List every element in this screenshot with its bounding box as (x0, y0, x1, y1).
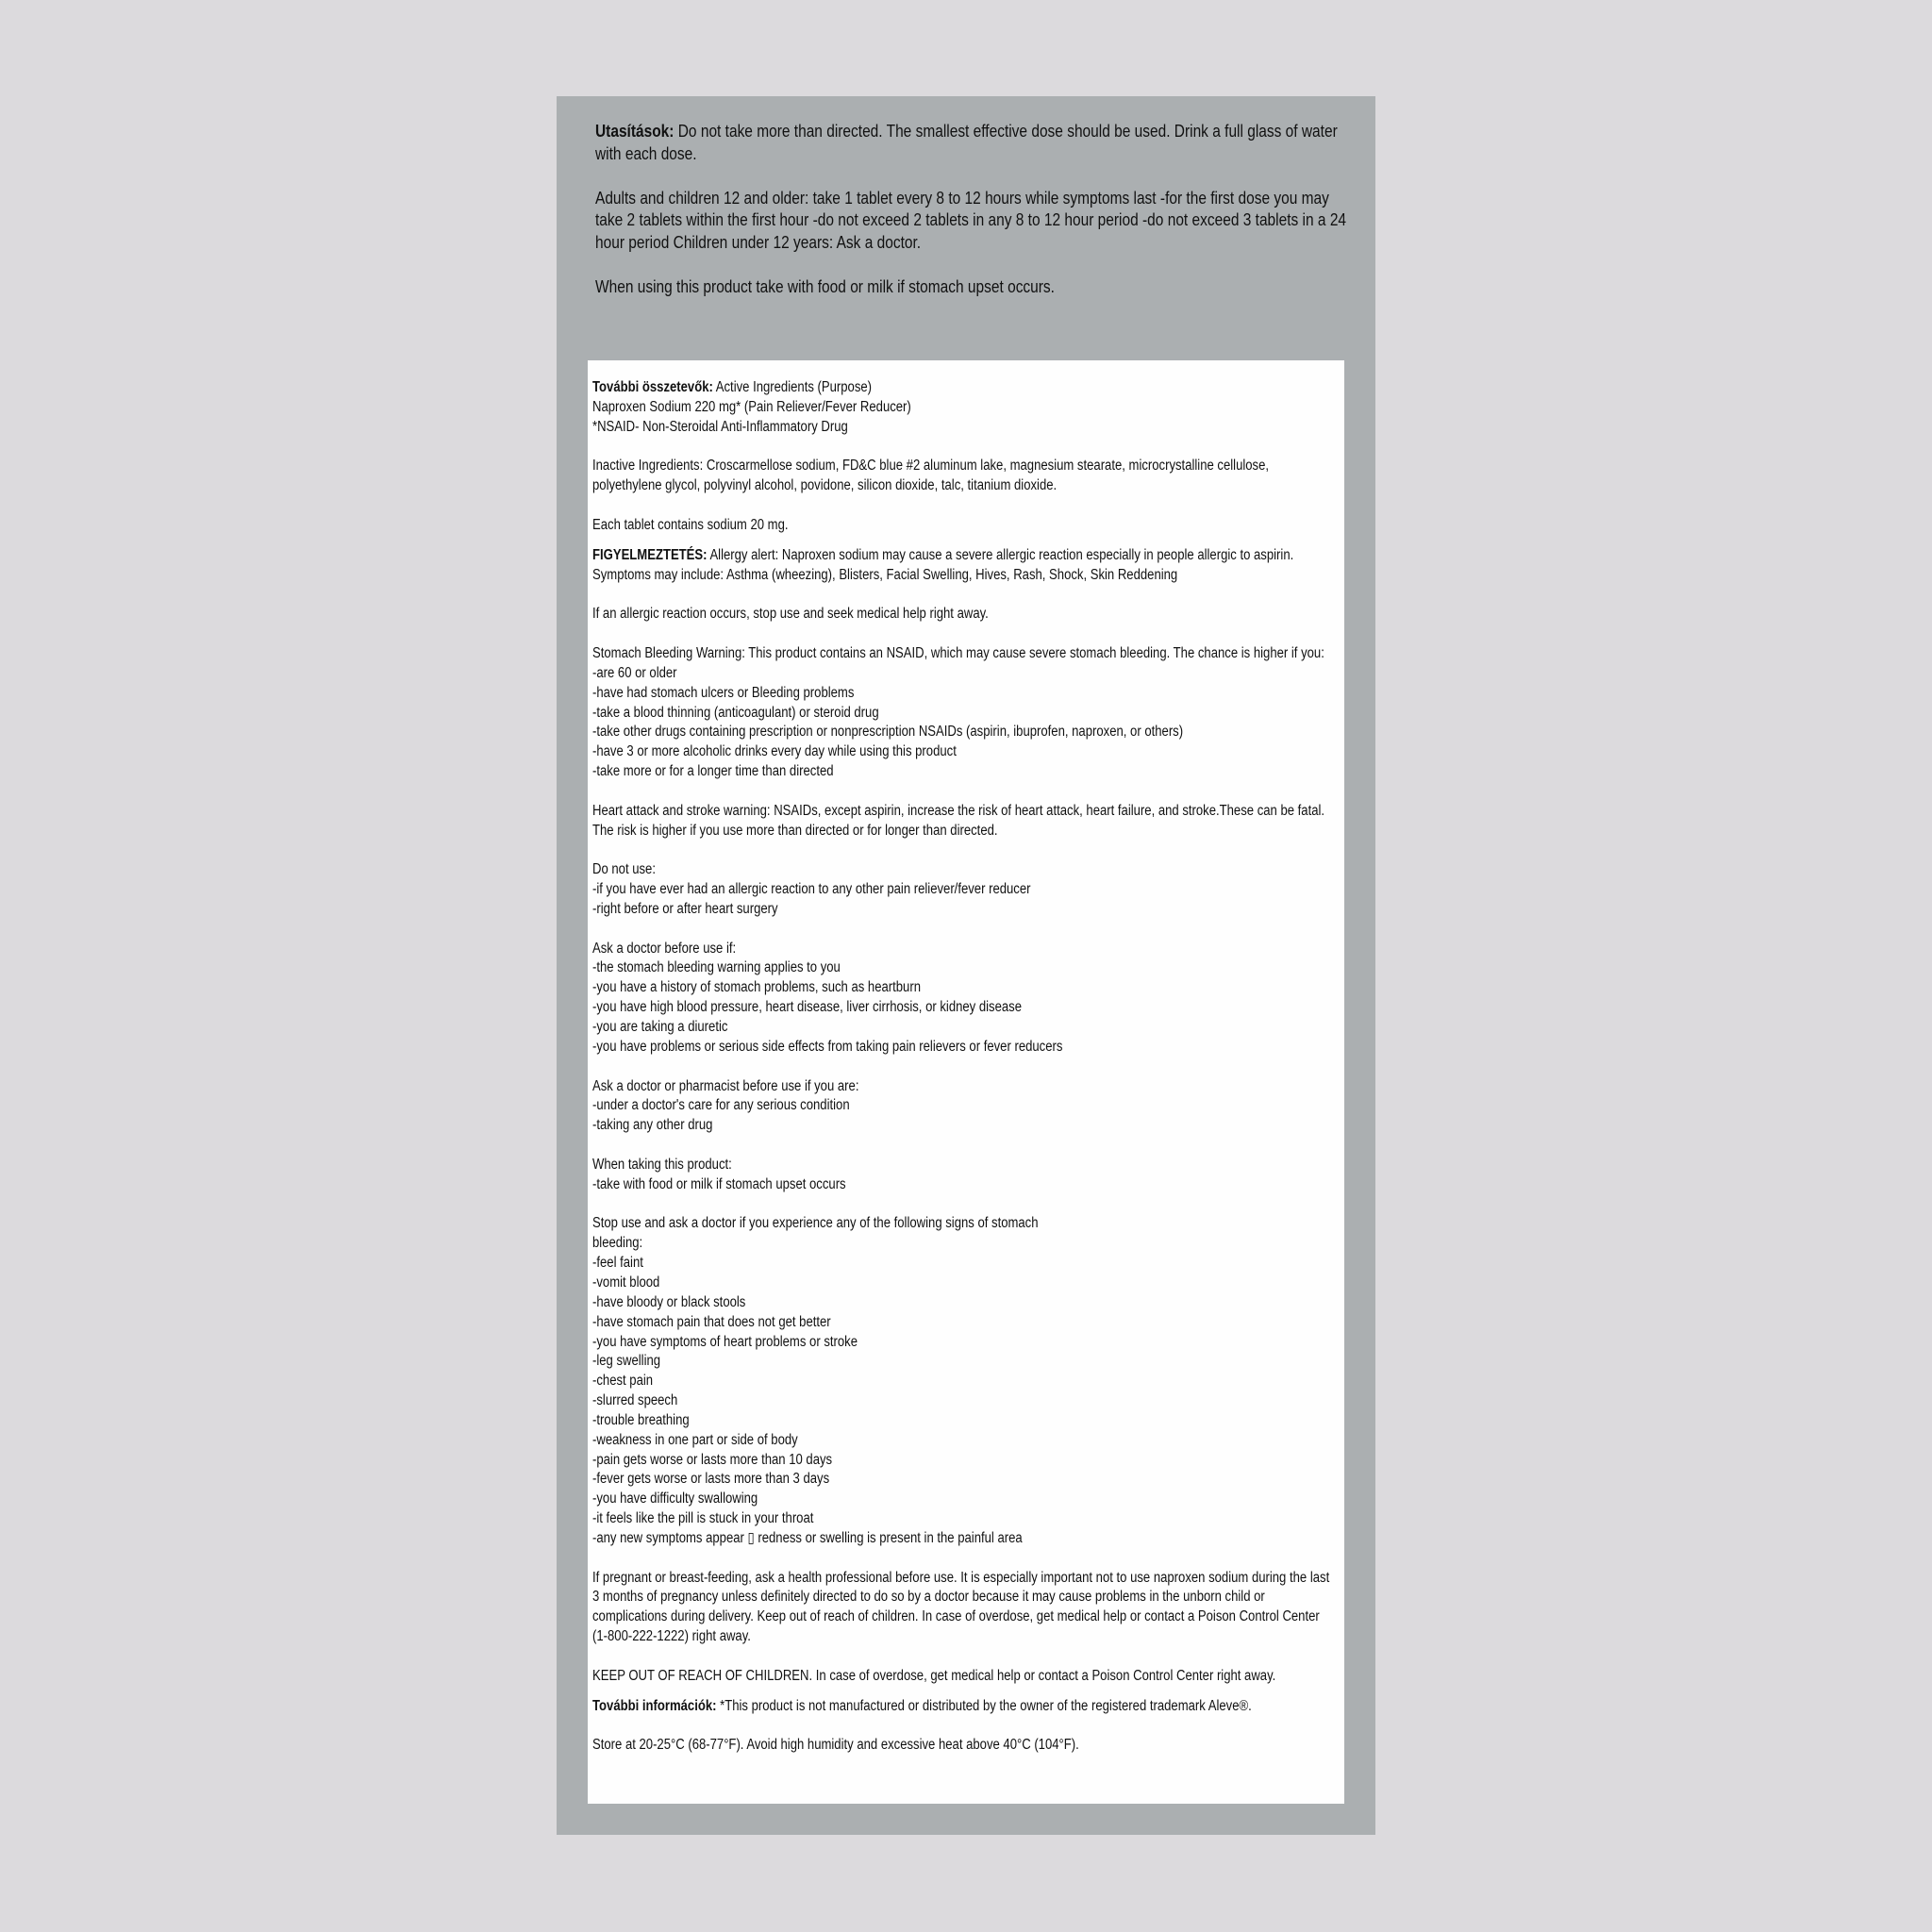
do-not-use-title: Do not use: (592, 861, 656, 878)
pregnancy-warning: If pregnant or breast-feeding, ask a health professional before use. It is especially important not to use naproxen sodium during the last 3 months of pregnancy unless definitely directed to do so by a doctor because it may cause problems in the unborn child or complications during delivery. Keep out of reach of children. In case of overdose, get medical help or contact a Poison Control Center (1-800-222-1222) right away. (592, 1569, 1330, 1645)
keep-out-of-reach: KEEP OUT OF REACH OF CHILDREN. In case of overdose, get medical help or contact a Poison Control Center right away. (592, 1667, 1276, 1684)
food-note: When using this product take with food or milk if stomach upset occurs. (595, 276, 1055, 296)
list-item: -you have high blood pressure, heart disease, liver cirrhosis, or kidney disease (592, 999, 1023, 1016)
directions-intro: Do not take more than directed. The smallest effective dose should be used. Drink a full glass of water with each dose. (595, 122, 1338, 163)
list-item: -the stomach bleeding warning applies to you (592, 959, 841, 976)
list-item: -feel faint (592, 1255, 643, 1272)
supplement-label-card (557, 96, 1375, 1835)
dosing-line: -do not exceed 3 tablets in a 24 hour period (595, 210, 1347, 252)
list-item: -take more or for a longer time than directed (592, 763, 834, 780)
allergy-action: If an allergic reaction occurs, stop use and seek medical help right away. (592, 606, 989, 623)
list-item: -pain gets worse or lasts more than 10 days (592, 1451, 833, 1468)
active-ingredient-line: *NSAID- Non-Steroidal Anti-Inflammatory Drug (592, 418, 848, 435)
list-item: -weakness in one part or side of body (592, 1431, 798, 1448)
list-item: -leg swelling (592, 1353, 661, 1370)
dosing-line: Children under 12 years: Ask a doctor. (673, 232, 922, 252)
dosing-line: -do not exceed 2 tablets in any 8 to 12 hour period (812, 210, 1139, 229)
list-item: -you have problems or serious side effects from taking pain relievers or fever reducers (592, 1038, 1063, 1055)
list-item: -any new symptoms appear ▯ redness or swelling is present in the painful area (592, 1529, 1023, 1546)
directions-section (595, 121, 1354, 321)
list-item: -it feels like the pill is stuck in your throat (592, 1510, 814, 1527)
active-ingredients-paragraph (592, 378, 1338, 438)
list-item: -you have difficulty swallowing (592, 1491, 758, 1507)
dosing-paragraph (595, 188, 1354, 255)
inactive-ingredients: Inactive Ingredients: Croscarmellose sodium, FD&C blue #2 aluminum lake, magnesium stearate, microcrystalline cellulose, polyethylene glycol, polyvinyl alcohol, povidone, silicon dioxide, talc, titanium dioxide. (592, 458, 1270, 494)
list-item: -vomit blood (592, 1274, 660, 1291)
list-item: -slurred speech (592, 1392, 678, 1409)
panel-text (592, 378, 1338, 1775)
list-item: -right before or after heart surgery (592, 900, 778, 917)
more-info-heading: További információk: (592, 1697, 717, 1714)
directions-intro-paragraph (595, 121, 1354, 165)
allergy-alert-paragraph (592, 546, 1338, 586)
active-ingredient-line: Naproxen Sodium 220 mg* (Pain Reliever/Fever Reducer) (592, 398, 911, 415)
list-item: -have bloody or black stools (592, 1293, 746, 1310)
dosing-line: Adults and children 12 and older: take 1 tablet every 8 to 12 hours while symptoms last (595, 188, 1157, 208)
ask-pharmacist-section (592, 1077, 1338, 1137)
list-item: -take with food or milk if stomach upset occurs (592, 1175, 846, 1192)
ask-doctor-section (592, 940, 1338, 1058)
directions-heading: Utasítások: (595, 122, 675, 141)
storage-note: Store at 20-25°C (68-77°F). Avoid high humidity and excessive heat above 40°C (104°F). (592, 1737, 1079, 1754)
list-item: -trouble breathing (592, 1411, 690, 1428)
list-item: -take a blood thinning (anticoagulant) or steroid drug (592, 704, 879, 721)
list-item: -fever gets worse or lasts more than 3 days (592, 1471, 830, 1488)
list-item: -chest pain (592, 1373, 654, 1390)
when-taking-title: When taking this product: (592, 1156, 732, 1173)
list-item: -under a doctor's care for any serious condition (592, 1097, 850, 1114)
warnings-heading: FIGYELMEZTETÉS: (592, 546, 708, 563)
ask-doctor-title: Ask a doctor before use if: (592, 940, 737, 957)
list-item: bleeding: (592, 1235, 643, 1252)
list-item: -have had stomach ulcers or Bleeding problems (592, 684, 855, 701)
when-taking-section (592, 1156, 1338, 1195)
ingredients-heading: További összetevők: (592, 379, 713, 395)
list-item: -you have symptoms of heart problems or stroke (592, 1333, 858, 1350)
stop-use-title: Stop use and ask a doctor if you experience any of the following signs of stomach (592, 1215, 1039, 1232)
list-item: -have 3 or more alcoholic drinks every day while using this product (592, 743, 957, 760)
do-not-use-section (592, 860, 1338, 920)
list-item: -you have a history of stomach problems, such as heartburn (592, 979, 921, 996)
stop-use-section (592, 1214, 1338, 1548)
list-item: -have stomach pain that does not get better (592, 1313, 831, 1330)
stomach-bleeding-warning (592, 644, 1338, 782)
more-info-paragraph (592, 1697, 1338, 1717)
trademark-note: *This product is not manufactured or distributed by the owner of the registered trademark Aleve®. (716, 1697, 1252, 1714)
heart-stroke-warning: Heart attack and stroke warning: NSAIDs, except aspirin, increase the risk of heart attack, heart failure, and stroke.These can be fatal. The risk is higher if you use more than directed or for longer than directed. (592, 802, 1325, 839)
sodium-content: Each tablet contains sodium 20 mg. (592, 516, 789, 533)
list-item: -taking any other drug (592, 1117, 713, 1134)
list-item: -if you have ever had an allergic reaction to any other pain reliever/fever reducer (592, 881, 1031, 898)
dosing-line: -for the first dose you may take 2 tablets within the first hour (595, 188, 1329, 229)
stomach-warning-intro: Stomach Bleeding Warning: This product contains an NSAID, which may cause severe stomach bleeding. The chance is higher if you: (592, 644, 1324, 661)
allergy-alert: Allergy alert: Naproxen sodium may cause a severe allergic reaction especially in people allergic to aspirin. Symptoms may include: Asthma (wheezing), Blisters, Facial Swelling, Hives, Rash, Shock, Skin Reddening (592, 546, 1294, 583)
active-ingredients-title: Active Ingredients (Purpose) (712, 379, 873, 395)
list-item: -are 60 or older (592, 664, 677, 681)
ask-pharmacist-title: Ask a doctor or pharmacist before use if you are: (592, 1077, 859, 1094)
list-item: -take other drugs containing prescription or nonprescription NSAIDs (aspirin, ibuprofen, naproxen, or others) (592, 724, 1184, 741)
list-item: -you are taking a diuretic (592, 1019, 728, 1035)
ingredients-warnings-panel (588, 360, 1344, 1804)
